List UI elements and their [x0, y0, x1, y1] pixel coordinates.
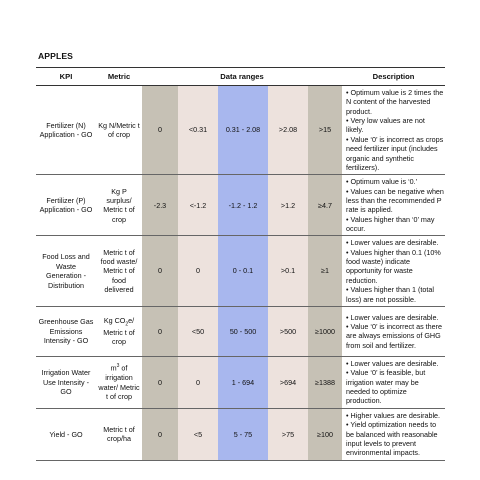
description-cell [342, 175, 445, 236]
metric-text: m [110, 363, 117, 373]
kpi-cell: Irrigation Water Use Intensity - GO [41, 368, 91, 397]
range-cell: >500 [268, 306, 308, 356]
range-cell: <50 [178, 306, 218, 356]
range-cell-optimal: 0.31 - 2.08 [218, 86, 268, 175]
range-cell: <0.31 [178, 86, 218, 175]
range-cell: 0 [178, 236, 218, 307]
metric-cell: Metric t of crop/ha [103, 425, 135, 444]
description-bullet: • Value ‘0’ is incorrect as crops need fertilizer input (includes organic and synthetic fertilizers). [346, 134, 444, 172]
metric-cell: Kg N/Metric t of crop [98, 120, 140, 140]
header-description: Description [372, 71, 415, 81]
metric-text: Kg CO [103, 316, 126, 326]
range-cell: <-1.2 [178, 175, 218, 236]
range-cell: ≥1 [308, 236, 342, 307]
metric-cell [96, 356, 142, 408]
table-row [36, 236, 445, 307]
kpi-cell: Food Loss and Waste Generation - Distribution [42, 252, 90, 290]
kpi-cell: Fertilizer (P) Application - GO [39, 195, 93, 215]
description-bullet: • Lower values are desirable. [346, 359, 439, 368]
description-bullet: • Value ‘0’ is incorrect as there are always emissions of GHG from soil and fertilizer. [346, 322, 443, 350]
range-cell-optimal: 5 - 75 [218, 408, 268, 460]
description-cell [342, 306, 445, 356]
kpi-table [36, 67, 445, 461]
range-cell-optimal: 50 - 500 [218, 306, 268, 356]
range-cell: >0.1 [268, 236, 308, 307]
description-cell [342, 86, 445, 175]
kpi-cell: Fertilizer (N) Application - GO [39, 120, 93, 140]
metric-cell [96, 306, 142, 356]
metric-text: of irrigation water/ Metric t of crop [98, 363, 140, 401]
description-bullet: • Optimum value is ‘0.’ [346, 177, 418, 187]
description-bullet: • Values higher than 0.1 (10% food waste) indicate opportunity for waste reduction. [346, 247, 441, 285]
range-cell: >2.08 [268, 86, 308, 175]
table-row [36, 175, 445, 236]
metric-superscript: 3 [116, 363, 120, 370]
range-cell: 0 [142, 86, 178, 175]
range-cell: 0 [142, 306, 178, 356]
range-cell: <5 [178, 408, 218, 460]
range-cell-optimal: 0 - 0.1 [218, 236, 268, 307]
description-cell [342, 236, 445, 307]
range-cell: ≥100 [308, 408, 342, 460]
range-cell: 0 [142, 408, 178, 460]
description-bullet: • Values higher than ‘0’ may occur. [346, 214, 435, 234]
table-row [36, 408, 445, 460]
range-cell: >75 [268, 408, 308, 460]
range-cell: ≥1000 [308, 306, 342, 356]
description-bullet: • Value ‘0’ is feasible, but irrigation water may be needed to optimize production. [346, 368, 426, 406]
description-cell [342, 408, 445, 460]
header-data-ranges: Data ranges [220, 71, 264, 81]
range-cell: 0 [178, 356, 218, 408]
range-cell: 0 [142, 356, 178, 408]
table-row [36, 86, 445, 175]
range-cell: >15 [308, 86, 342, 175]
description-bullet: • Lower values are desirable. [346, 238, 439, 248]
kpi-cell: Greenhouse Gas Emissions Intensity - GO [38, 317, 94, 346]
header-kpi: KPI [59, 71, 73, 81]
range-cell: >694 [268, 356, 308, 408]
description-bullet: • Optimum value is 2 times the N content of the harvested product. [346, 88, 444, 116]
header-row [36, 68, 445, 86]
range-cell: 0 [142, 236, 178, 307]
header-metric: Metric [107, 71, 131, 81]
table-row [36, 356, 445, 408]
description-cell [342, 356, 445, 408]
range-cell: -2.3 [142, 175, 178, 236]
range-cell: ≥1388 [308, 356, 342, 408]
kpi-cell: Yield - GO [49, 429, 83, 439]
description-bullet: • Yield optimization needs to be balanced with reasonable input levels to prevent environmental impacts. [346, 420, 438, 458]
page-title: APPLES [38, 51, 73, 61]
metric-text: e/ Metric t of crop [103, 316, 135, 347]
range-cell: >1.2 [268, 175, 308, 236]
description-bullet: • Higher values are desirable. [346, 411, 441, 420]
range-cell-optimal: 1 - 694 [218, 356, 268, 408]
description-bullet: • Values can be negative when less than the recommended P rate is applied. [346, 186, 444, 215]
description-bullet: • Very low values are not likely. [346, 116, 425, 135]
metric-cell: Metric t of food waste/ Metric t of food delivered [100, 247, 138, 295]
range-cell: ≥4.7 [308, 175, 342, 236]
table-row [36, 306, 445, 356]
metric-cell: Kg P surplus/ Metric t of crop [103, 186, 135, 224]
range-cell-optimal: -1.2 - 1.2 [218, 175, 268, 236]
description-bullet: • Lower values are desirable. [346, 312, 439, 322]
metric-subscript: 2 [125, 321, 129, 328]
description-bullet: • Values higher than 1 (total loss) are not possible. [346, 285, 434, 304]
